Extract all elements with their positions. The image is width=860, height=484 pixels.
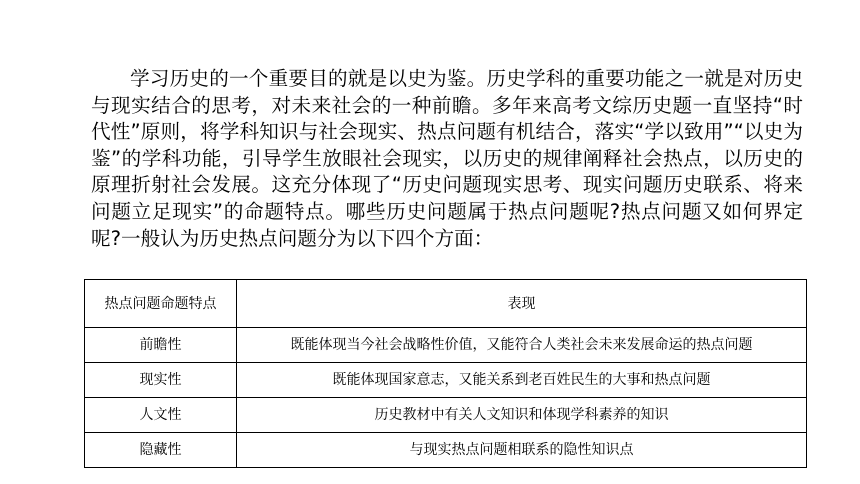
- table-header-row: [85, 280, 807, 328]
- table-row: [85, 398, 807, 433]
- table-row: [85, 433, 807, 468]
- row-description: 既能体现国家意志，又能关系到老百姓民生的大事和热点问题: [237, 363, 807, 398]
- hotspot-table: [84, 279, 807, 468]
- header-description: 表现: [237, 280, 807, 328]
- row-description: 既能体现当今社会战略性价值，又能符合人类社会未来发展命运的热点问题: [237, 328, 807, 363]
- row-feature: 人文性: [85, 398, 237, 433]
- row-description: 历史教材中有关人文知识和体现学科素养的知识: [237, 398, 807, 433]
- header-feature: 热点问题命题特点: [85, 280, 237, 328]
- table-row: [85, 328, 807, 363]
- row-description: 与现实热点问题相联系的隐性知识点: [237, 433, 807, 468]
- table-row: [85, 363, 807, 398]
- row-feature: 现实性: [85, 363, 237, 398]
- row-feature: 隐藏性: [85, 433, 237, 468]
- row-feature: 前瞻性: [85, 328, 237, 363]
- intro-paragraph: 学习历史的一个重要目的就是以史为鉴。历史学科的重要功能之一就是对历史与现实结合的思考，对未来社会的一种前瞻。多年来高考文综历史题一直坚持“时代性”原则，将学科知识与社会现实、热点问题有机结合，落实“学以致用”“以史为鉴”的学科功能，引导学生放眼社会现实，以历史的规律阐释社会热点，以历史的原理折射社会发展。这充分体现了“历史问题现实思考、现实问题历史联系、将来问题立足现实”的命题特点。哪些历史问题属于热点问题呢?热点问题又如何界定呢?一般认为历史热点问题分为以下四个方面：: [91, 67, 803, 250]
